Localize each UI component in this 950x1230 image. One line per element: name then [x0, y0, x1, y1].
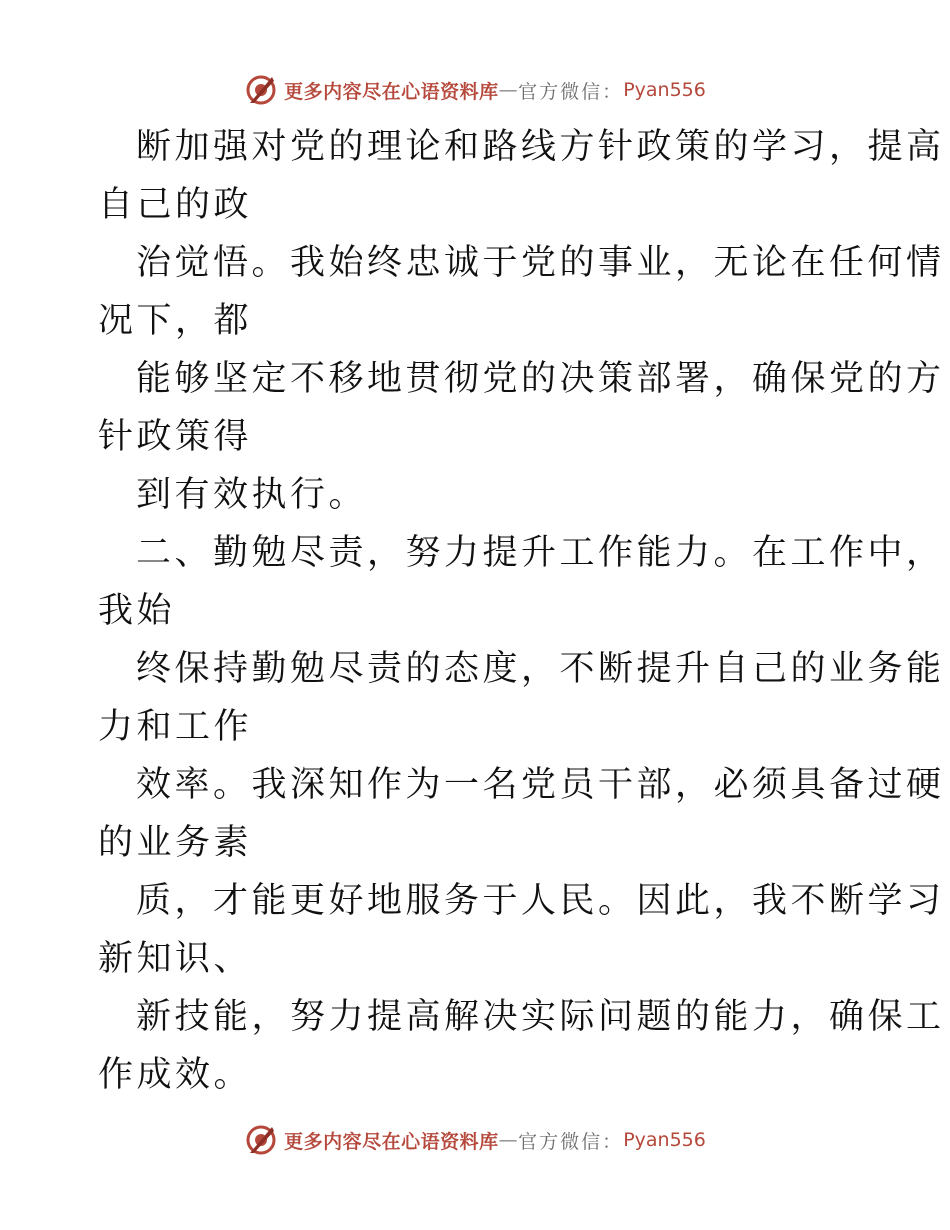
header-wechat-id: Pyan556 [623, 79, 706, 101]
body-line: 我始 [98, 591, 176, 631]
body-line: 到有效执行。 [136, 475, 368, 515]
header-dash: — [498, 79, 519, 101]
footer-text: 更多内容尽在心语资料库 [284, 1130, 499, 1153]
body-line: 新知识、 [98, 939, 253, 979]
footer-wechat-label: 官方微信： [518, 1130, 624, 1153]
body-line: 力和工作 [98, 707, 253, 747]
footer-banner [0, 1120, 950, 1160]
body-line: 的业务素 [98, 823, 253, 863]
body-line: 作成效。 [98, 1055, 253, 1095]
quill-logo-icon [244, 1123, 278, 1157]
document-body [98, 118, 945, 1104]
footer-dash: — [498, 1129, 519, 1151]
body-line: 质，才能更好地服务于人民。因此，我不断学习 [136, 881, 945, 921]
body-line: 断加强对党的理论和路线方针政策的学习，提高 [136, 127, 945, 167]
body-line: 二、勤勉尽责，努力提升工作能力。在工作中， [136, 533, 945, 573]
body-line: 新技能，努力提高解决实际问题的能力，确保工 [136, 997, 945, 1037]
body-line: 况下，都 [98, 301, 253, 341]
body-line: 自己的政 [98, 185, 253, 225]
header-banner [0, 70, 950, 110]
quill-logo-icon [244, 73, 278, 107]
body-line: 针政策得 [98, 417, 253, 457]
footer-wechat-id: Pyan556 [623, 1129, 706, 1151]
body-line: 能够坚定不移地贯彻党的决策部署，确保党的方 [136, 359, 945, 399]
body-line: 效率。我深知作为一名党员干部，必须具备过硬 [136, 765, 945, 805]
header-text: 更多内容尽在心语资料库 [284, 80, 499, 103]
body-line: 终保持勤勉尽责的态度，不断提升自己的业务能 [136, 649, 945, 689]
header-wechat-label: 官方微信： [518, 80, 624, 103]
body-line: 治觉悟。我始终忠诚于党的事业，无论在任何情 [136, 243, 945, 283]
